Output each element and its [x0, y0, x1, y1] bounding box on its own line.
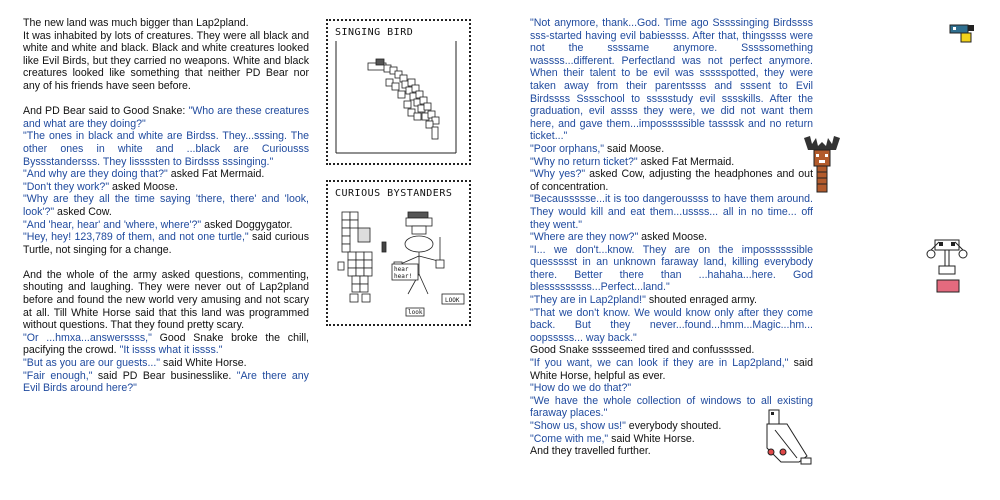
right-column-paragraph: "Poor orphans," said Moose.	[530, 142, 665, 155]
curious-bystanders-pixel-art	[328, 182, 469, 324]
left-column-paragraph	[23, 93, 309, 106]
moose-icon	[802, 134, 842, 196]
left-column-paragraph: It was inhabited by lots of creatures. They were all black and white and white and black. Black and white creatures looked like Evil Birds, but they carried no weapons. White and black creatures looked like something that neither PD Bear nor any of his friends have seen before.	[23, 29, 309, 92]
right-column-paragraph: And they travelled further.	[530, 445, 651, 458]
right-column-paragraph: "Becaussssse...it is too dangeroussss to have them around. They would kill and eat them...ussss... all in no time... off they went."	[530, 193, 813, 231]
left-column-paragraph: "And why are they doing that?" asked Fat Mermaid.	[23, 168, 265, 181]
left-column-paragraph: "Don't they work?" asked Moose.	[23, 180, 178, 193]
left-column-paragraph: "And 'hear, hear' and 'where, where'?" asked Doggygator.	[23, 218, 293, 231]
left-column-paragraph: "Hey, hey! 123,789 of them, and not one turtle," said curious Turtle, not singing for a change.	[23, 231, 309, 256]
snake-icon	[949, 23, 975, 45]
white-horse-icon	[757, 408, 817, 468]
singing-bird-pixel-art	[328, 21, 469, 163]
right-column-paragraph: "Why no return ticket?" asked Fat Mermaid.	[530, 155, 735, 168]
right-column-paragraph: "They are in Lap2pland!" shouted enraged army.	[530, 294, 757, 307]
left-column-paragraph: The new land was much bigger than Lap2pland.	[23, 17, 249, 29]
right-column-paragraph: "Come with me," said White Horse.	[530, 432, 695, 445]
right-text-column	[530, 17, 813, 458]
right-column-paragraph: "Not anymore, thank...God. Time ago Sssssinging Birdssss sss-started having evil babiessss. After that, thingssss were not the ssssame anymore. Sssssomething wassss...different. Perfectland was not perfect anymore. When their talent to be evil was ssssspotted, they were taken away from their parentssss and sssent to Evil Birdssss Sssschool to ssssstudy evil sssskills. After the graduation, evil assss they were, we did not want them here, and gave them...imposssssible tassssk and no return ticket..."	[530, 17, 813, 143]
right-column-paragraph: "We have the whole collection of windows to all existing faraway places."	[530, 394, 813, 420]
left-column-paragraph: "But as you are our guests..." said White Horse.	[23, 357, 247, 370]
left-column-paragraph: And PD Bear said to Good Snake: "Who are these creatures and what are they doing?"	[23, 105, 309, 130]
left-column-paragraph: And the whole of the army asked questions, commenting, shouting and laughing. They were never out of Lap2pland before and found the new world very amusing and not scary at all. Till White Horse said that this land was programmed without questions. That they found pretty scary.	[23, 268, 309, 332]
svg-text:hear!: hear!	[394, 273, 413, 280]
curious-bystanders-illustration	[326, 180, 471, 326]
look-label: look	[408, 309, 423, 316]
right-column-paragraph: Good Snake sssseemed tired and confussssed.	[530, 344, 755, 357]
right-column-paragraph: "How do we do that?"	[530, 382, 632, 395]
curious-bystanders-title: CURIOUS BYSTANDERS	[335, 188, 453, 199]
right-column-paragraph: "Why yes?" asked Cow, adjusting the headphones and out of concentration.	[530, 168, 814, 193]
left-column-paragraph: "The ones in black and white are Birdss. They...sssing. The other ones in white and ...black are Curiousss Byssstandersss. They lissssten to Birdsss sssinging."	[23, 130, 309, 168]
right-column-paragraph: "Where are they now?" asked Moose.	[530, 231, 708, 244]
left-column-paragraph: "Why are they all the time saying 'there, there' and 'look, look'?" asked Cow.	[23, 193, 309, 218]
left-column-paragraph	[23, 256, 309, 269]
cow-icon	[925, 236, 969, 294]
left-column-paragraph: "Fair enough," said PD Bear businesslike. "Are there any Evil Birds around here?"	[23, 369, 309, 395]
left-text-column	[23, 17, 309, 395]
left-column-paragraph: "Or ...hmxa...answerssss," Good Snake broke the chill, pacifying the crowd. "It issss what it issss."	[23, 331, 309, 357]
look-caps-label: LOOK	[445, 297, 460, 304]
hear-hear-label: hear	[394, 266, 409, 273]
singing-bird-title: SINGING BIRD	[335, 27, 414, 38]
right-column-paragraph: "Show us, show us!" everybody shouted.	[530, 420, 722, 432]
right-column-paragraph: "That we don't know. We would know only after they come back. But they never...found...hmm...Magic...hm... oopsssss... way back."	[530, 306, 813, 344]
singing-bird-illustration	[326, 19, 471, 165]
right-column-paragraph: "If you want, we can look if they are in Lap2pland," said White Horse, helpful as ever.	[530, 357, 813, 382]
right-column-paragraph: "I... we don't...know. They are on the impossssssible quessssst in an unknown faraway land, killing everybody there. Better there than ...hahaha...here. God blesssssssss...Perfect...land."	[530, 243, 813, 294]
